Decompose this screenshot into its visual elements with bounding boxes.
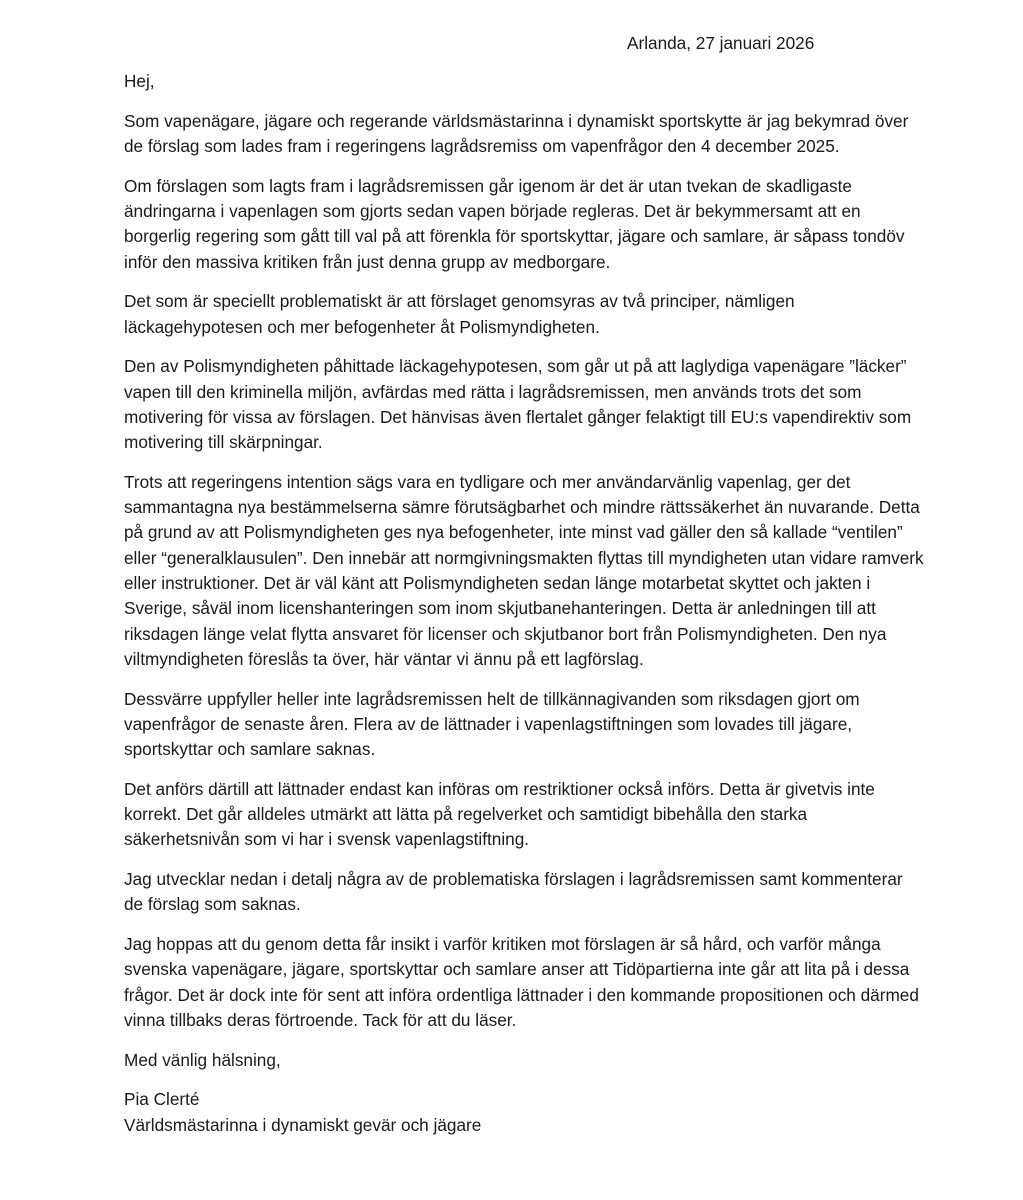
paragraph-4: Den av Polismyndigheten påhittade läckagehypotesen, som går ut på att laglydiga vapenägare ”läcker” vapen till den kriminella miljön, avfärdas med rätta i lagrådsremissen, men används trots det som motivering för vissa av förslagen. Det hänvisas även flertalet gånger felaktigt till EU:s vapendirektiv som motivering till skärpningar. <box>124 356 912 453</box>
paragraph-8: Jag utvecklar nedan i detalj några av de problematiska förslagen i lagrådsremissen samt kommenterar de förslag som saknas. <box>124 869 903 915</box>
paragraph-9: Jag hoppas att du genom detta får insikt i varför kritiken mot förslagen är så hård, och varför många svenska vapenägare, jägare, sportskyttar och samlare anser att Tidöpartierna inte går att lita på i dessa frågor. Det är dock inte för sent att införa ordentliga lättnader i den kommande propositionen och därmed vinna tillbaks deras förtroende. Tack för att du läser. <box>124 934 919 1031</box>
signer-name: Pia Clerté <box>124 1089 200 1110</box>
paragraph-1: Som vapenägare, jägare och regerande världsmästarinna i dynamiskt sportskytte är jag bekymrad över de förslag som lades fram i regeringens lagrådsremiss om vapenfrågor den 4 december 2025. <box>124 110 909 156</box>
paragraph-5: Trots att regeringens intention sägs vara en tydligare och mer användarvänlig vapenlag, ger det sammantagna nya bestämmelserna sämre förutsägbarhet och mindre rättssäkerhet än nuvarande. Detta på grund av att Polismyndigheten ges nya befogenheter, inte minst vad gäller den så kallade “ventilen” eller “generalklausulen”. Den innebär att normgivningsmakten flyttas till myndigheten utan vidare ramverk eller instruktioner. Det är väl känt att Polismyndigheten sedan länge motarbetat skyttet och jakten i Sverige, såväl inom licenshanteringen som inom skjutbanehanteringen. Detta är anledningen till att riksdagen länge velat flytta ansvaret för licenser och skjutbanor bort från Polismyndigheten. Den nya viltmyndigheten föreslås ta över, här väntar vi ännu på ett lagförslag. <box>124 471 924 669</box>
paragraph-6: Dessvärre uppfyller heller inte lagrådsremissen helt de tillkännagivanden som riksdagen gjort om vapenfrågor de senaste åren. Flera av de lättnader i vapenlagstiftningen som lovades till jägare, sportskyttar och samlare saknas. <box>124 688 860 760</box>
signature-block <box>124 1087 924 1138</box>
paragraph-7: Det anförs därtill att lättnader endast kan införas om restriktioner också införs. Detta är givetvis inte korrekt. Det går alldeles utmärkt att lätta på regelverket och samtidigt bibehålla den starka säkerhetsnivån som vi har i svensk vapenlagstiftning. <box>124 778 875 850</box>
paragraph-3: Det som är speciellt problematiskt är att förslaget genomsyras av två principer, nämligen läckagehypotesen och mer befogenheter åt Polismyndigheten. <box>124 291 795 337</box>
letter-body <box>124 69 924 1138</box>
paragraph-2: Om förslagen som lagts fram i lagrådsremissen går igenom är det är utan tvekan de skadligaste ändringarna i vapenlagen som gjorts sedan vapen började regleras. Det är bekymmersamt att en borgerlig regering som gått till val på att förenkla för sportskyttar, jägare och samlare, är såpass tondöv inför den massiva kritiken från just denna grupp av medborgare. <box>124 175 905 272</box>
signer-title: Världsmästarinna i dynamiskt gevär och jägare <box>124 1114 482 1135</box>
place-and-date: Arlanda, 27 januari 2026 <box>627 33 815 53</box>
greeting: Hej, <box>124 71 155 91</box>
closing: Med vänlig hälsning, <box>124 1049 281 1070</box>
